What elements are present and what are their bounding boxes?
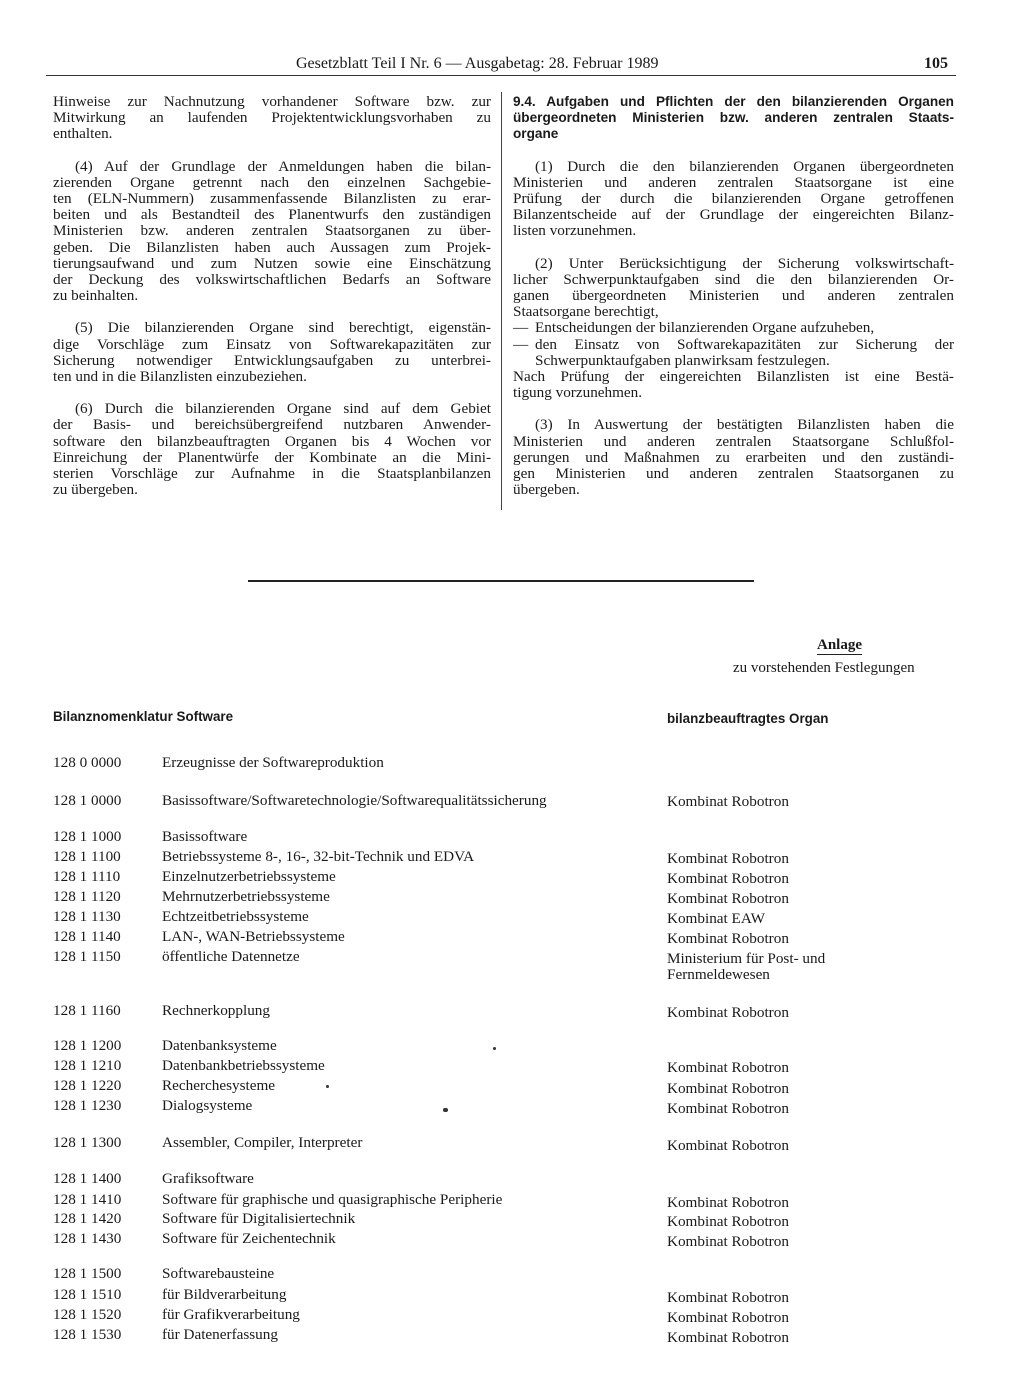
paragraph: [53, 159, 491, 305]
anlage-subtitle: zu vorstehenden Festlegungen: [733, 660, 915, 676]
text-line: zierenden Organe getrennt nach den einzelnen Sachgebie-: [53, 173, 491, 191]
paragraph-2: [513, 256, 954, 402]
paragraph: [53, 401, 491, 498]
nomenclature-description: für Grafikverarbeitung: [162, 1306, 300, 1323]
text-line: sterien Vorschläge zur Aufnahme in die Staatsplanbilanzen: [53, 465, 491, 483]
nomenclature-description: Mehrnutzerbetriebssysteme: [162, 888, 330, 905]
responsible-organ: [667, 1290, 967, 1306]
nomenclature-description: Software für graphische und quasigraphische Peripherie: [162, 1191, 503, 1208]
nomenclature-code: 128 1 1530: [53, 1326, 122, 1343]
responsible-organ: [667, 1101, 967, 1117]
paragraph-3: [513, 417, 954, 498]
text-line: geben. Die Bilanzlisten haben auch Aussagen zum Projek-: [53, 238, 491, 256]
nomenclature-code: 128 1 1500: [53, 1265, 122, 1282]
responsible-organ: [667, 931, 967, 947]
nomenclature-description: Softwarebausteine: [162, 1265, 275, 1282]
nomenclature-code: 128 1 1000: [53, 828, 122, 845]
text-line: ten (ELN-Nummern) zusammenfassende Bilanzlisten zu erar-: [53, 190, 491, 208]
text-line: zu beinhalten.: [53, 287, 139, 305]
text-line: Nach Prüfung der eingereichten Bilanzlisten ist eine Bestä-: [513, 368, 954, 386]
organ-line: Kombinat Robotron: [667, 1137, 789, 1154]
organ-line: Kombinat Robotron: [667, 1080, 789, 1097]
nomenclature-description: Datenbanksysteme: [162, 1037, 277, 1054]
responsible-organ: [667, 1234, 967, 1250]
nomenclature-code: 128 1 1410: [53, 1191, 122, 1208]
section-separator: [248, 580, 754, 582]
text-line: (2) Unter Berücksichtigung der Sicherung volkswirtschaft-: [535, 254, 954, 272]
header-rule: [46, 75, 956, 76]
text-line: Ministerien und anderen zentralen Staatsorgane ist eine: [513, 173, 954, 191]
nomenclature-description: Software für Digitalisiertechnik: [162, 1210, 356, 1227]
nomenclature-description: Basissoftware/Softwaretechnologie/Softwarequalitätssicherung: [162, 792, 547, 809]
text-line: (1) Durch die den bilanzierenden Organen übergeordneten: [535, 157, 954, 175]
text-line: Ministerien und anderen zentralen Staatsorgane Schlußfol-: [513, 432, 954, 450]
section-heading: [513, 94, 954, 143]
nomenclature-code: 128 1 1520: [53, 1306, 122, 1323]
organ-line: Kombinat Robotron: [667, 1004, 789, 1021]
text-line: (6) Durch die bilanzierenden Organe sind auf dem Gebiet: [75, 400, 491, 418]
text-line: tigung vorzunehmen.: [513, 384, 643, 402]
nomenclature-description: Rechnerkopplung: [162, 1002, 270, 1019]
organ-line: Kombinat Robotron: [667, 1329, 789, 1346]
nomenclature-code: 128 1 1160: [53, 1002, 121, 1019]
text-line: Mitwirkung an laufenden Projektentwicklungsvorhaben zu: [53, 109, 491, 127]
organ-line: Kombinat Robotron: [667, 1213, 789, 1230]
responsible-organ: [667, 911, 967, 927]
responsible-organ: [667, 1081, 967, 1097]
responsible-organ: [667, 1310, 967, 1326]
nomenclature-description: Echtzeitbetriebssysteme: [162, 908, 309, 925]
dash-marker: —: [513, 335, 529, 353]
responsible-organ: [667, 1060, 967, 1076]
text-line: listen vorzunehmen.: [513, 222, 637, 240]
text-line: Einreichung der Planentwürfe der Kombinate an die Mini-: [53, 448, 491, 466]
organ-line: Kombinat Robotron: [667, 1233, 789, 1250]
nomenclature-description: für Datenerfassung: [162, 1326, 278, 1343]
paragraph: [53, 320, 491, 385]
organ-line: Kombinat Robotron: [667, 930, 789, 947]
responsible-organ: [667, 1005, 967, 1021]
responsible-organ: [667, 851, 967, 867]
organ-line: Kombinat Robotron: [667, 890, 789, 907]
nomenclature-code: 128 1 1110: [53, 868, 121, 885]
organ-line: Kombinat Robotron: [667, 870, 789, 887]
anlage-title: Anlage: [817, 637, 862, 653]
text-line: beiten und als Bestandteil des Planentwurfs den zuständigen: [53, 206, 491, 224]
text-line: Hinweise zur Nachnutzung vorhandener Software bzw. zur: [53, 93, 491, 110]
text-line: den Einsatz von Softwarekapazitäten zur Sicherung der: [535, 335, 954, 353]
nomenclature-description: für Bildverarbeitung: [162, 1286, 287, 1303]
organ-line: Ministerium für Post- und: [667, 950, 826, 967]
organ-line: Kombinat Robotron: [667, 793, 789, 810]
nomenclature-description: Software für Zeichentechnik: [162, 1230, 336, 1247]
right-text-column: [513, 94, 954, 514]
text-line: gerungen und Maßnahmen zu erarbeiten und den zuständi-: [513, 448, 954, 466]
text-line: licher Schwerpunktaufgaben sind die den bilanzierenden Or-: [513, 270, 954, 288]
organ-line: Kombinat Robotron: [667, 1194, 789, 1211]
nomenclature-description: Grafiksoftware: [162, 1170, 254, 1187]
nomenclature-description: Datenbankbetriebssysteme: [162, 1057, 325, 1074]
responsible-organ: [667, 1214, 967, 1230]
section-heading-line: 9.4. Aufgaben und Pflichten der den bilanzierenden Organen: [513, 94, 954, 109]
nomenclature-code: 128 1 0000: [53, 792, 122, 809]
paragraph-2-intro: [513, 256, 954, 321]
dash-item: [513, 320, 954, 336]
scan-speck: [493, 1047, 496, 1050]
nomenclature-description: Basissoftware: [162, 828, 248, 845]
paragraph-1: [513, 159, 954, 240]
text-line: der Basis- und bereichsübergreifend nutzbaren Anwender-: [53, 416, 491, 434]
nomenclature-code: 128 1 1230: [53, 1097, 122, 1114]
text-line: (3) In Auswertung der bestätigten Bilanzlisten haben die: [535, 416, 954, 434]
responsible-organ: [667, 951, 967, 983]
organ-line: Fernmeldewesen: [667, 966, 770, 983]
responsible-organ: [667, 891, 967, 907]
text-line: übergeben.: [513, 481, 580, 499]
text-line: tierungsaufwand und zum Nutzen sowie eine Einschätzung: [53, 254, 491, 272]
nomenclature-description: Betriebssysteme 8-, 16-, 32-bit-Technik und EDVA: [162, 848, 475, 865]
scan-speck: [326, 1085, 329, 1088]
nomenclature-code: 128 1 1400: [53, 1170, 122, 1187]
organ-line: Kombinat Robotron: [667, 1289, 789, 1306]
text-line: dige Vorschläge zum Einsatz von Softwarekapazitäten zur: [53, 335, 491, 353]
section-heading-line: organe: [513, 126, 559, 142]
text-line: ten und in die Bilanzlisten einzubeziehen.: [53, 368, 307, 386]
nomenclature-description: Einzelnutzerbetriebssysteme: [162, 868, 336, 885]
responsible-organ: [667, 1330, 967, 1346]
text-line: (4) Auf der Grundlage der Anmeldungen haben die bilan-: [75, 157, 491, 175]
nomenclature-description: Erzeugnisse der Softwareproduktion: [162, 754, 384, 771]
text-line: (5) Die bilanzierenden Organe sind berechtigt, eigenstän-: [75, 319, 491, 337]
organ-line: Kombinat Robotron: [667, 1309, 789, 1326]
nomenclature-code: 128 1 1430: [53, 1230, 122, 1247]
organ-line: Kombinat Robotron: [667, 1059, 789, 1076]
text-line: Ministerien bzw. anderen zentralen Staatsorganen zu über-: [53, 222, 491, 240]
text-line: software den bilanzbeauftragten Organen bis 4 Wochen vor: [53, 432, 491, 450]
nomenclature-code: 128 1 1140: [53, 928, 121, 945]
paragraph-2-end: [513, 369, 954, 401]
dash-item-text: [535, 337, 954, 369]
nomenclature-description: LAN-, WAN-Betriebssysteme: [162, 928, 345, 945]
dash-list: [513, 320, 954, 369]
organ-line: Kombinat Robotron: [667, 1100, 789, 1117]
nomenclature-code: 128 1 1510: [53, 1286, 122, 1303]
text-line: enthalten.: [53, 125, 113, 143]
page-number: 105: [924, 55, 948, 72]
organ-line: Kombinat EAW: [667, 910, 765, 927]
dash-marker: —: [513, 319, 529, 337]
nomenclature-code: 128 1 1120: [53, 888, 121, 905]
responsible-organ: [667, 1138, 967, 1154]
text-line: Schwerpunktaufgaben planwirksam festzulegen.: [535, 351, 830, 369]
nomenclature-description: Recherchesysteme: [162, 1077, 276, 1094]
table-header-nomenclature: Bilanznomenklatur Software: [53, 709, 234, 724]
nomenclature-code: 128 1 1130: [53, 908, 121, 925]
nomenclature-description: öffentliche Datennetze: [162, 948, 300, 965]
nomenclature-code: 128 0 0000: [53, 754, 122, 771]
text-line: Prüfung der durch die bilanzierenden Organe getroffenen: [513, 190, 954, 208]
text-line: der Deckung des volkswirtschaftlichen Bedarfs an Software: [53, 271, 491, 289]
nomenclature-code: 128 1 1420: [53, 1210, 122, 1227]
text-line: Staatsorgane berechtigt,: [513, 303, 659, 321]
nomenclature-code: 128 1 1220: [53, 1077, 122, 1094]
text-line: Entscheidungen der bilanzierenden Organe aufzuheben,: [535, 319, 875, 337]
paragraph: [53, 94, 491, 143]
dash-item-text: [535, 320, 954, 336]
text-line: Bilanzentscheide auf der Grundlage der eingereichten Bilanz-: [513, 206, 954, 224]
nomenclature-code: 128 1 1210: [53, 1057, 122, 1074]
dash-item: [513, 337, 954, 369]
table-header-organ: bilanzbeauftragtes Organ: [667, 711, 829, 726]
nomenclature-code: 128 1 1150: [53, 948, 121, 965]
nomenclature-code: 128 1 1300: [53, 1134, 122, 1151]
nomenclature-description: Assembler, Compiler, Interpreter: [162, 1134, 363, 1151]
left-text-column: [53, 94, 491, 514]
text-line: gen Ministerien und anderen zentralen Staatsorganen zu: [513, 465, 954, 483]
responsible-organ: [667, 1195, 967, 1211]
responsible-organ: [667, 794, 967, 810]
page-header-title: Gesetzblatt Teil I Nr. 6 — Ausgabetag: 28. Februar 1989: [296, 55, 659, 72]
nomenclature-code: 128 1 1200: [53, 1037, 122, 1054]
nomenclature-code: 128 1 1100: [53, 848, 121, 865]
text-line: Sicherung notwendiger Entwicklungsaufgaben zu unterbrei-: [53, 351, 491, 369]
text-line: zu übergeben.: [53, 481, 138, 499]
scan-speck: [443, 1108, 448, 1112]
nomenclature-description: Dialogsysteme: [162, 1097, 253, 1114]
section-heading-line: übergeordneten Ministerien bzw. anderen zentralen Staats-: [513, 110, 954, 126]
column-divider: [501, 92, 502, 510]
responsible-organ: [667, 871, 967, 887]
text-line: ganen übergeordneten Ministerien und anderen zentralen: [513, 287, 954, 305]
organ-line: Kombinat Robotron: [667, 850, 789, 867]
